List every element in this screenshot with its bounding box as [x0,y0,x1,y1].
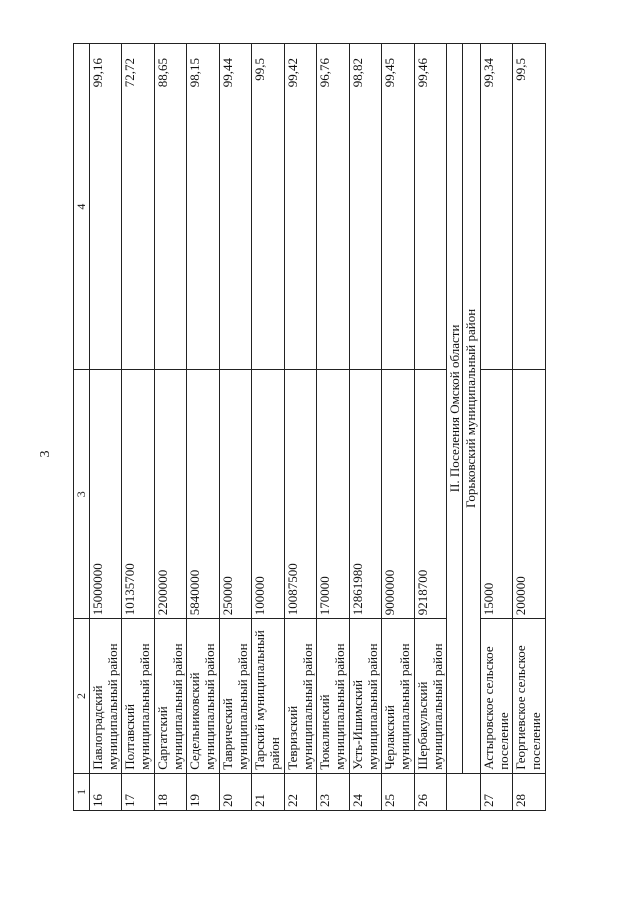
data-table [73,43,546,811]
row-name-cell: Тевризский муниципальный район [284,619,316,774]
row-percent-cell: 99,5 [252,44,284,370]
row-amount-cell: 10135700 [122,370,154,619]
table-row [90,44,122,811]
row-amount-cell: 170000 [317,370,349,619]
row-number-cell: 24 [349,773,381,810]
section-header-cell [447,44,481,774]
row-percent-cell: 72,72 [122,44,154,370]
row-name-cell: Полтавский муниципальный район [122,619,154,774]
table-row [349,44,381,811]
row-amount-cell: 9218700 [414,370,446,619]
row-percent-cell: 99,44 [219,44,251,370]
row-percent-cell: 99,16 [90,44,122,370]
column-header-2: 2 [74,619,90,774]
column-header-3: 3 [74,370,90,619]
row-amount-cell: 9000000 [382,370,414,619]
header-row [74,44,90,811]
row-amount-cell: 2200000 [154,370,186,619]
row-name-cell: Таврический муниципальный район [219,619,251,774]
row-name-cell: Георгиевское сельское поселение [513,619,546,774]
row-name-cell: Седельниковский муниципальный район [187,619,219,774]
row-percent-cell: 98,15 [187,44,219,370]
row-number-cell: 17 [122,773,154,810]
row-number-cell: 22 [284,773,316,810]
row-number-cell: 20 [219,773,251,810]
row-number-cell: 27 [480,773,512,810]
table-row [513,44,546,811]
row-name-cell: Тюкалинский муниципальный район [317,619,349,774]
column-header-1: 1 [74,773,90,810]
row-percent-cell: 88,65 [154,44,186,370]
table-row [414,44,446,811]
table-row [317,44,349,811]
row-number-cell: 25 [382,773,414,810]
row-amount-cell: 12861980 [349,370,381,619]
row-name-cell: Тарский муниципальный район [252,619,284,774]
row-percent-cell: 98,82 [349,44,381,370]
table-row [154,44,186,811]
row-amount-cell: 200000 [513,370,546,619]
row-percent-cell: 99,45 [382,44,414,370]
row-name-cell: Астыровское сельское поселение [480,619,512,774]
row-amount-cell: 15000 [480,370,512,619]
page-number: 3 [38,450,53,458]
row-number-cell: 18 [154,773,186,810]
row-number-cell: 26 [414,773,446,810]
row-percent-cell: 96,76 [317,44,349,370]
row-number-cell: 19 [187,773,219,810]
row-percent-cell: 99,5 [513,44,546,370]
row-percent-cell: 99,46 [414,44,446,370]
section-header-row [447,44,481,811]
district-title: Горьковский муниципальный район [462,44,478,773]
table-row [284,44,316,811]
row-number-cell: 28 [513,773,546,810]
section-title: II. Поселения Омской области [447,324,463,493]
row-amount-cell: 5840000 [187,370,219,619]
row-amount-cell: 250000 [219,370,251,619]
row-amount-cell: 15000000 [90,370,122,619]
row-amount-cell: 100000 [252,370,284,619]
row-number-cell: 21 [252,773,284,810]
row-number-cell: 16 [90,773,122,810]
row-name-cell: Усть-Ишимский муниципальный район [349,619,381,774]
table-row [480,44,512,811]
row-name-cell: Павлоградский муниципальный район [90,619,122,774]
row-percent-cell: 99,34 [480,44,512,370]
table-row [219,44,251,811]
row-percent-cell: 99,42 [284,44,316,370]
row-name-cell: Саргатский муниципальный район [154,619,186,774]
rotated-table-container [73,43,546,811]
table-row [252,44,284,811]
section-number-cell [447,773,481,810]
row-name-cell: Шербакульский муниципальный район [414,619,446,774]
table-row [382,44,414,811]
row-number-cell: 23 [317,773,349,810]
table-row [122,44,154,811]
column-header-4: 4 [74,44,90,370]
table-row [187,44,219,811]
row-name-cell: Черлакский муниципальный район [382,619,414,774]
row-amount-cell: 10087500 [284,370,316,619]
